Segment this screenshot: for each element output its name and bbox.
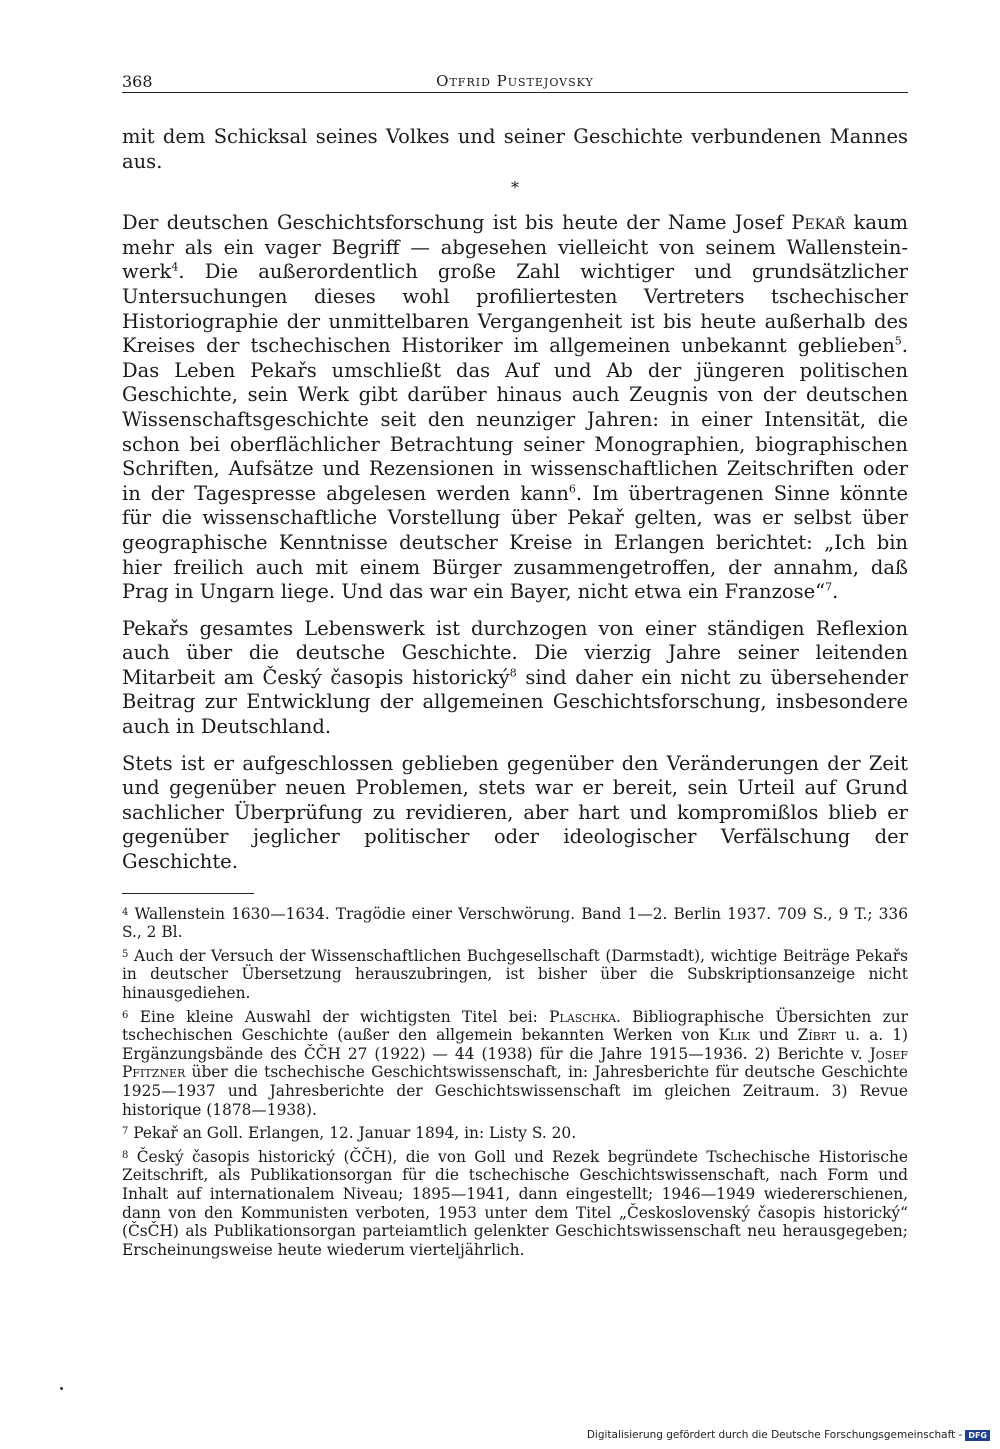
text-span: . <box>832 580 839 604</box>
text-span: . Die außerordentlich große Zahl wichtiger und grundsätzlicher Untersuchungen dieses wohl profiliertesten Vertreters tschechischer Historiographie der unmittelbaren Vergangenheit ist bis heute außerhalb des Kreises der tschechischen Historiker im allgemeinen unbekannt geblieben <box>122 260 908 358</box>
footnote-8 <box>122 1147 908 1260</box>
dfg-logo-icon: DFG <box>965 1430 990 1441</box>
footnote-text: über die tschechische Geschichtswissenschaft, in: Jahresberichte für deutsche Geschichte 1925—1937 und Jahresberichte der Geschichtswissenschaft im gleichen Zeitraum. 3) Revue historique (1878—1938). <box>122 1063 908 1119</box>
text-span: . Das Leben Pekařs umschließt das Auf und Ab der jüngeren politischen Geschichte, sein Werk gibt darüber hinaus auch Zeugnis von der deutschen Wissenschaftsgeschichte seit den neunziger Jahren: in einer Intensität, die schon bei oberflächlicher Betrachtung seiner Monographien, biographischen Schriften, Aufsätze und Rezensionen in wissenschaftlichen Zeitschriften oder in der Tagespresse abgelesen werden kann <box>122 334 908 505</box>
footnote-mark: 4 <box>122 906 129 918</box>
footnote-ref-7: 7 <box>825 580 833 594</box>
footnote-mark: 7 <box>122 1126 129 1138</box>
text-span: sind daher ein nicht zu übersehender Beitrag zur Entwicklung der allgemeinen Geschichtsforschung, insbesondere auch in Deutschland. <box>122 665 908 739</box>
stamp-text: Digitalisierung gefördert durch die Deutsche Forschungsgemeinschaft - <box>586 1429 963 1441</box>
scan-speck <box>60 1387 63 1390</box>
paragraph-pekar-intro <box>122 211 908 605</box>
footnote-ref-6: 6 <box>568 482 576 496</box>
document-page <box>122 66 908 1263</box>
footnote-text: Eine kleine Auswahl der wichtigsten Titel bei: <box>128 1007 550 1026</box>
author-name: Plaschka <box>549 1007 617 1026</box>
footnote-text: . Bibliographische Übersichten zur tschechischen Geschichte (außer den allgemein bekannten Werken von <box>122 1007 908 1045</box>
author-name: Pekař <box>791 211 846 235</box>
author-name: Zíbrt <box>797 1026 837 1045</box>
footnote-ref-8: 8 <box>509 666 517 680</box>
author-name: Klik <box>718 1026 750 1045</box>
footnote-ref-5: 5 <box>894 334 902 348</box>
footnote-text: u. a. 1) Ergänzungsbände des ČČH 27 (1922) — 44 (1938) für die Jahre 1915—1936. 2) Berichte v. <box>122 1026 908 1063</box>
text-span: Pekařs gesamtes Lebenswerk ist durchzogen von einer ständigen Reflexion auch über die deutsche Geschichte. Die vierzig Jahre seiner leitenden Mitarbeit am Český časopis historický <box>122 616 908 689</box>
footnote-5 <box>122 946 908 1003</box>
footnote-mark: 8 <box>122 1149 129 1161</box>
footnote-4 <box>122 904 908 942</box>
footnote-6 <box>122 1007 908 1120</box>
page-number: 368 <box>122 72 153 91</box>
text-span: kaum mehr als ein vager Begriff — abgesehen vielleicht von seinem Wallenstein-werk <box>122 211 908 284</box>
footnote-text: Český časopis historický (ČČH), die von Goll und Rezek begründete Tschechische Historische Zeitschrift, als Publikationsorgan für die tschechische Geschichtswissenschaft, nach Form und Inhalt auf internationalem Niveau; 1895—1941, dann eingestellt; 1946—1949 wiedererschienen, dann von den Kommunisten verboten, 1953 unter dem Titel „Československý časopis historický“ (ČsČH) als Publikationsorgan parteiamtlich gelenkter Geschichtswissenschaft neu herausgegeben; Erscheinungsweise heute wiederum vierteljährlich. <box>122 1147 908 1259</box>
footnote-text: Wallenstein 1630—1634. Tragödie einer Verschwörung. Band 1—2. Berlin 1937. 709 S., 9 T.; 336 S., 2 Bl. <box>122 904 908 942</box>
digitization-stamp <box>587 1429 990 1441</box>
footnote-text: Pekař an Goll. Erlangen, 12. Januar 1894, in: Listy S. 20. <box>128 1124 577 1143</box>
running-title: Otfrid Pustejovsky <box>436 72 594 90</box>
section-separator: * <box>511 178 519 198</box>
footnote-7 <box>122 1123 908 1143</box>
text-span: Der deutschen Geschichtsforschung ist bis heute der Name Josef <box>122 211 792 235</box>
running-head <box>122 66 908 93</box>
paragraph-lebenswerk <box>122 617 908 740</box>
footnote-text: Auch der Versuch der Wissenschaftlichen Buchgesellschaft (Darmstadt), wichtige Beiträge Pekařs in deutscher Übersetzung herauszubringen, ist bisher über die Subskriptionsanzeige nicht hinausgediehen. <box>122 946 908 1002</box>
footnote-ref-4: 4 <box>171 260 179 274</box>
paragraph-continued: mit dem Schicksal seines Volkes und seiner Geschichte verbundenen Mannes aus. <box>122 125 908 173</box>
footnote-mark: 6 <box>122 1009 129 1021</box>
footnote-rule <box>122 893 254 894</box>
paragraph-stets: Stets ist er aufgeschlossen geblieben gegenüber den Veränderungen der Zeit und gegenüber neuen Problemen, stets war er bereit, sein Urteil auf Grund sachlicher Überprüfung zu revidieren, aber hart und kompromißlos blieb er gegenüber jeglicher politischer oder ideologischer Verfälschung der Geschichte. <box>122 751 908 874</box>
footnote-mark: 5 <box>122 948 129 960</box>
author-name: Josef Pfitzner <box>122 1044 908 1082</box>
footnote-text: und <box>749 1026 798 1045</box>
text-span: . Im übertragenen Sinne könnte für die wissenschaftliche Vorstellung über Pekař gelten, was er selbst über geographische Kenntnisse deutscher Kreise in Erlangen berichtet: „Ich bin hier freilich auch mit einem Bürger zusammengetroffen, der annahm, daß Prag in Ungarn liege. Und das war ein Bayer, nicht etwa ein Franzose“ <box>122 481 909 604</box>
